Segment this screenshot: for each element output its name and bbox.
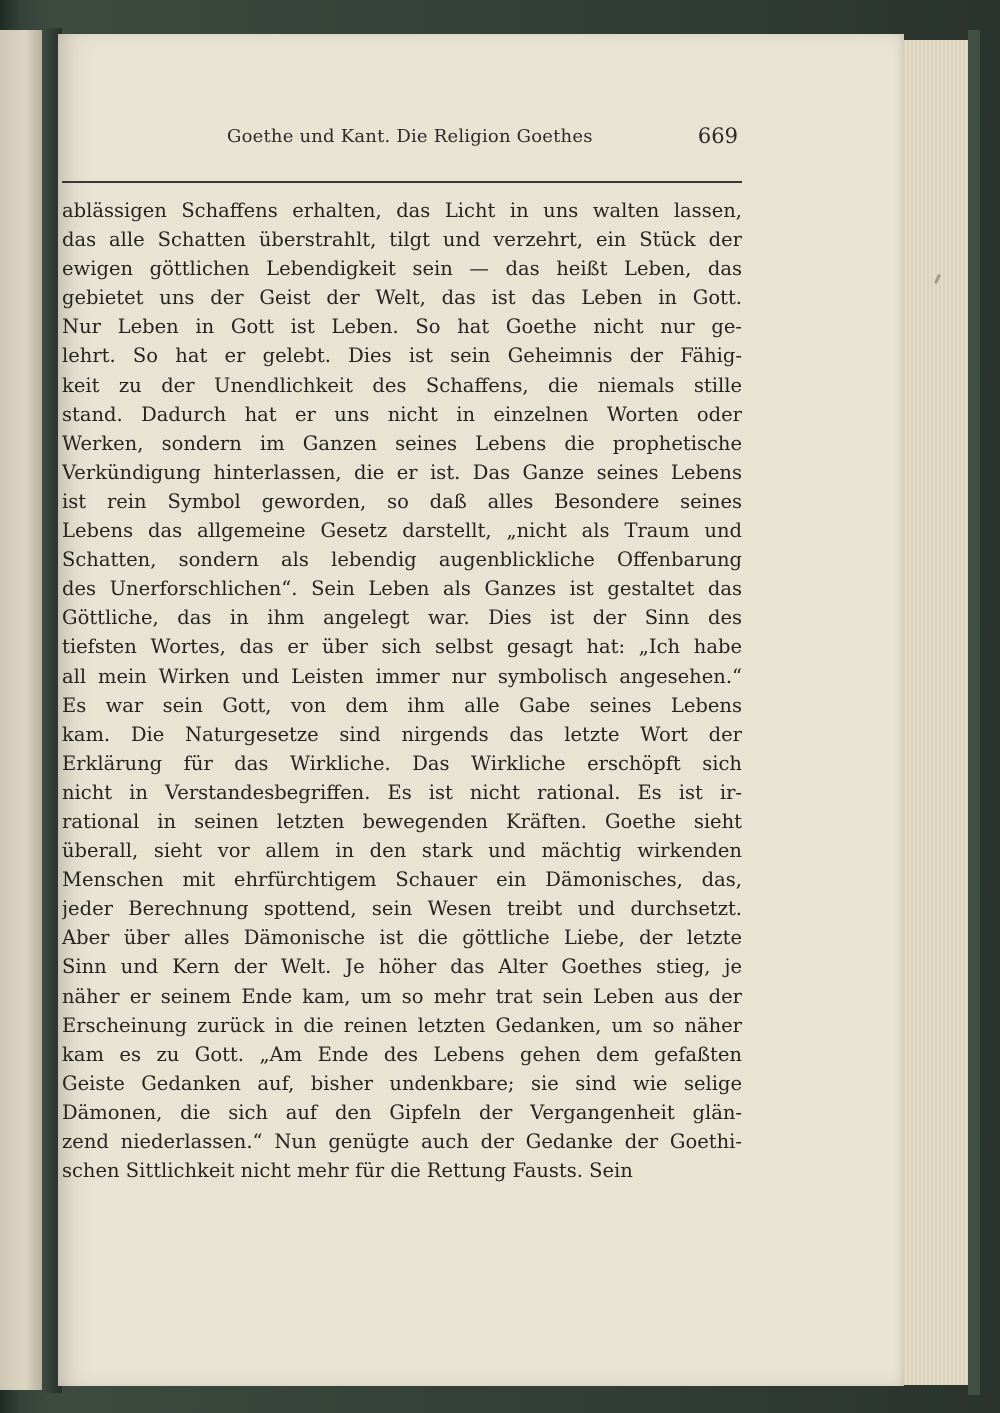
- text-line: ewigen göttlichen Lebendigkeit sein — das heißt Leben, das: [62, 257, 742, 281]
- text-line: Werken, sondern im Ganzen seines Lebens die prophetische: [62, 431, 742, 455]
- text-line: kam es zu Gott. „Am Ende des Lebens gehen dem gefaßten: [62, 1042, 742, 1066]
- header-rule: [62, 181, 742, 183]
- text-line: Nur Leben in Gott ist Leben. So hat Goethe nicht nur ge-: [62, 315, 742, 339]
- running-head-title: Goethe und Kant. Die Religion Goethes: [227, 126, 593, 147]
- text-line: keit zu der Unendlichkeit des Schaffens, die niemals stille: [62, 373, 742, 397]
- text-line: näher er seinem Ende kam, um so mehr trat sein Leben aus der: [62, 984, 742, 1008]
- text-line: rational in seinen letzten bewegenden Kräften. Goethe sieht: [62, 809, 742, 833]
- left-page-edge: [0, 30, 45, 1390]
- text-line: Lebens das allgemeine Gesetz darstellt, „nicht als Traum und: [62, 519, 742, 543]
- running-head: [62, 126, 740, 156]
- text-line: Dämonen, die sich auf den Gipfeln der Vergangenheit glän-: [62, 1100, 742, 1124]
- text-line: all mein Wirken und Leisten immer nur symbolisch angesehen.“: [62, 664, 742, 688]
- text-line: Es war sein Gott, von dem ihm alle Gabe seines Lebens: [62, 693, 742, 717]
- text-line: ablässigen Schaffens erhalten, das Licht in uns walten lassen,: [62, 199, 742, 222]
- text-line: tiefsten Wortes, das er über sich selbst gesagt hat: „Ich habe: [62, 635, 742, 659]
- text-line: nicht in Verstandesbegriffen. Es ist nicht rational. Es ist ir-: [62, 780, 742, 804]
- text-line: Menschen mit ehrfürchtigem Schauer ein Dämonisches, das,: [62, 868, 742, 892]
- text-line: schen Sittlichkeit nicht mehr für die Rettung Fausts. Sein: [62, 1159, 633, 1183]
- page-stack-edge: [900, 40, 973, 1385]
- body-text: [62, 196, 742, 1185]
- text-line: kam. Die Naturgesetze sind nirgends das letzte Wort der: [62, 722, 742, 746]
- text-line: gebietet uns der Geist der Welt, das ist das Leben in Gott.: [62, 286, 742, 310]
- text-line: ist rein Symbol geworden, so daß alles Besondere seines: [62, 489, 742, 513]
- text-line: Erklärung für das Wirkliche. Das Wirkliche erschöpft sich: [62, 751, 742, 775]
- text-line: Erscheinung zurück in die reinen letzten Gedanken, um so näher: [62, 1013, 742, 1037]
- book-cover-edge: [968, 30, 980, 1395]
- text-line: lehrt. So hat er gelebt. Dies ist sein Geheimnis der Fähig-: [62, 344, 742, 368]
- text-line: zend niederlassen.“ Nun genügte auch der Gedanke der Goethi-: [62, 1130, 742, 1153]
- page-number: 669: [697, 124, 738, 148]
- text-line: Sinn und Kern der Welt. Je höher das Alter Goethes stieg, je: [62, 955, 742, 979]
- text-line: Aber über alles Dämonische ist die göttliche Liebe, der letzte: [62, 926, 742, 950]
- text-line: des Unerforschlichen“. Sein Leben als Ganzes ist gestaltet das: [62, 577, 742, 601]
- text-line: das alle Schatten überstrahlt, tilgt und verzehrt, ein Stück der: [62, 228, 742, 252]
- text-line: Schatten, sondern als lebendig augenblickliche Offenbarung: [62, 548, 742, 572]
- text-line: stand. Dadurch hat er uns nicht in einzelnen Worten oder: [62, 402, 742, 426]
- text-line: jeder Berechnung spottend, sein Wesen treibt und durchsetzt.: [62, 897, 742, 921]
- text-line: Verkündigung hinterlassen, die er ist. Das Ganze seines Lebens: [62, 460, 742, 484]
- text-line: überall, sieht vor allem in den stark und mächtig wirkenden: [62, 839, 742, 863]
- text-line: Geiste Gedanken auf, bisher undenkbare; sie sind wie selige: [62, 1071, 742, 1095]
- text-line: Göttliche, das in ihm angelegt war. Dies ist der Sinn des: [62, 606, 742, 630]
